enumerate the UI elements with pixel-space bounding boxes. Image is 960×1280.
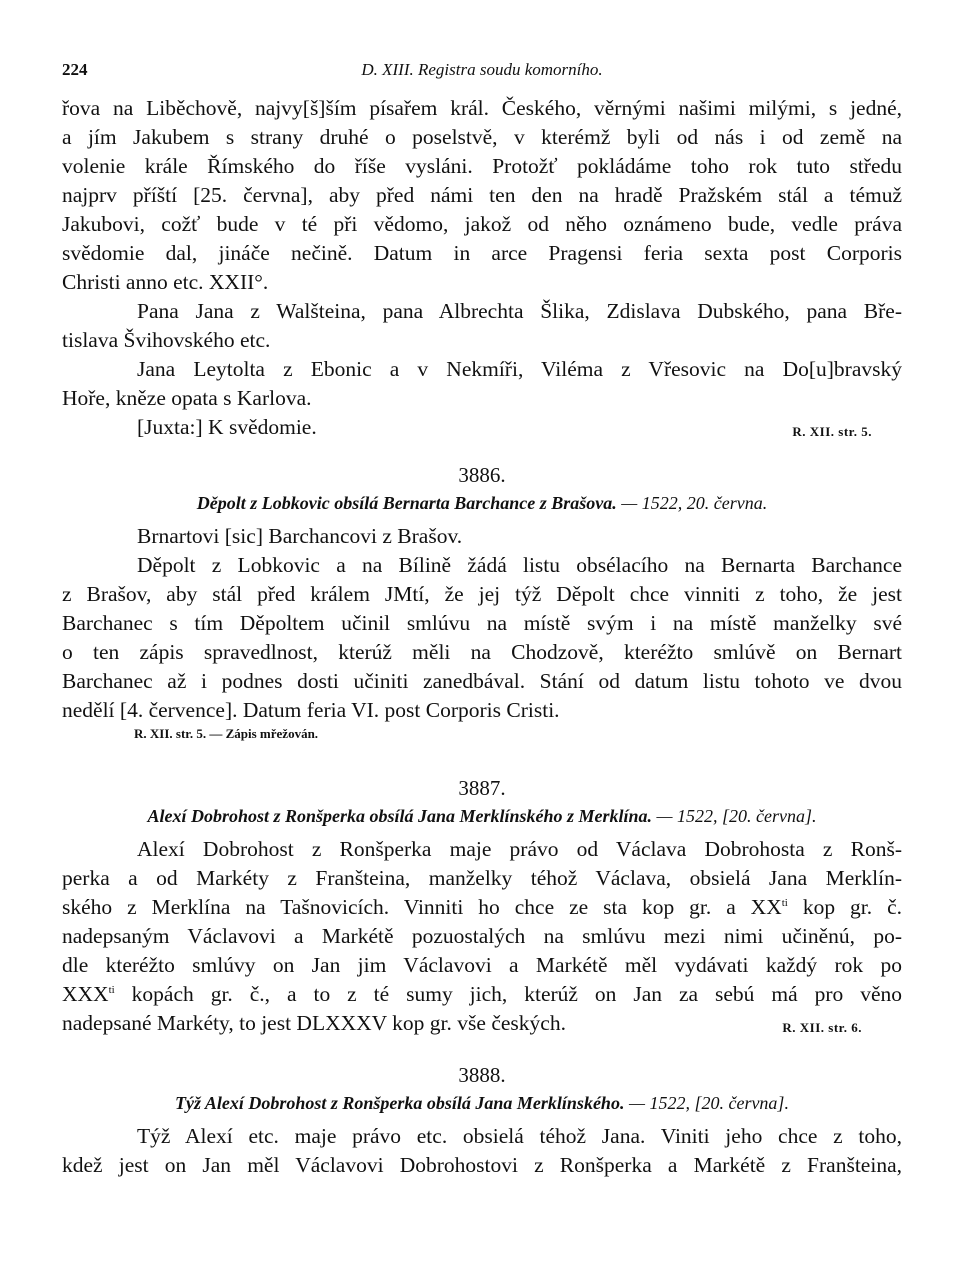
page-header: [62, 60, 902, 90]
entry-body: [62, 522, 902, 725]
entry-number: 3888.: [458, 1063, 506, 1087]
text-line: svědomie dal, jináče nečině. Datum in arce Pragensi feria sexta post Corporis: [62, 241, 902, 265]
entry-number: 3887.: [458, 776, 506, 800]
text-line: Barchanec až i podnes dosti učiniti zanedbával. Stání od datum listu tohoto ve dvou: [62, 669, 902, 693]
entry-body: [62, 1122, 902, 1180]
entry-title: [62, 803, 902, 829]
text-line: Děpolt z Lobkovic a na Bílině žádá listu obsélacího na Bernarta Barchance: [137, 553, 902, 577]
text-segment: XXX: [62, 982, 109, 1006]
text-line: nedělí [4. července]. Datum feria VI. post Corporis Cristi.: [62, 698, 560, 722]
text-segment: ského z Merklína na Tašnovicích. Vinniti ho chce ze sta kop gr. a XX: [62, 895, 782, 919]
register-reference: R. XII. str. 6.: [782, 1020, 862, 1035]
text-line: Týž Alexí etc. maje právo etc. obsielá téhož Jana. Viniti jeho chce z toho,: [137, 1124, 902, 1148]
text-line: o ten zápis spravedlnost, kterúž měli na Chodzově, kteréžto smlúvě on Bernart: [62, 640, 902, 664]
entry-title-text: Týž Alexí Dobrohost z Ronšperka obsílá Jana Merklínského.: [175, 1093, 625, 1113]
text-line: najprv příští [25. června], aby před námi ten den na hradě Pražském stál a témuž: [62, 183, 902, 207]
entry-title: [62, 490, 902, 516]
entry-date: — 1522, 20. června.: [621, 493, 768, 513]
text-line: perka a od Markéty z Franšteina, manželky téhož Václava, obsielá Jana Merklín-: [62, 866, 902, 890]
entry-date: — 1522, [20. června].: [628, 1093, 789, 1113]
document-page: [62, 60, 902, 1180]
juxta-text: [Juxta:] K svědomie.: [137, 415, 317, 439]
text-line: nadepsaným Václavovi a Markétě pozuostalých na smlúvu mezi nimi učiněnú, po-: [62, 924, 902, 948]
entry-body: [62, 835, 902, 1038]
text-segment: nadepsané Markéty, to jest DLXXXV kop gr. vše českých.: [62, 1011, 566, 1035]
text-line: Barchanec s tím Děpoltem učinil smlúvu na místě svým i na místě manželky své: [62, 611, 902, 635]
intro-paragraph: [62, 94, 902, 442]
juxta-line: [62, 413, 902, 442]
text-line: a jím Jakubem s strany druhé o poselstvě, v kterémž byli od nás i od země na: [62, 125, 902, 149]
register-reference: R. XII. str. 5.: [792, 424, 872, 439]
source-note: R. XII. str. 5. — Zápis mřežován.: [134, 726, 319, 741]
text-line: Jakubovi, cožť bude v té při vědomo, jakož od něho oznámeno bude, vedle práva: [62, 212, 902, 236]
text-line: dle kteréžto smlúvy on Jan jim Václavovi a Markétě měl vydávati každý rok po: [62, 953, 902, 977]
text-line: z Brašov, aby stál před králem JMtí, že jej týž Děpolt chce vinniti z toho, že jest: [62, 582, 902, 606]
witness-line: Hoře, kněze opata s Karlova.: [62, 386, 312, 410]
address-line: Brnartovi [sic] Barchancovi z Brašov.: [137, 524, 463, 548]
witness-line: tislava Švihovského etc.: [62, 328, 271, 352]
text-line: volenie krále Římského do říše vysláni. Protožť pokládáme toho rok tuto středu: [62, 154, 902, 178]
text-line: Alexí Dobrohost z Ronšperka maje právo od Václava Dobrohosta z Ronš-: [137, 837, 902, 861]
superscript: ti: [781, 897, 788, 909]
entry-date: — 1522, [20. června].: [656, 806, 817, 826]
text-line: Christi anno etc. XXII°.: [62, 270, 269, 294]
page-number: 224: [62, 60, 88, 79]
witness-line: Jana Leytolta z Ebonic a v Nekmíři, Viléma z Vřesovic na Do[u]bravský: [137, 357, 902, 381]
entry-title-text: Alexí Dobrohost z Ronšperka obsílá Jana Merklínského z Merklína.: [147, 806, 653, 826]
text-line: [62, 1009, 902, 1038]
running-title: D. XIII. Registra soudu komorního.: [361, 60, 603, 79]
text-segment: kop gr. č.: [802, 895, 902, 919]
superscript: ti: [108, 984, 115, 996]
witness-line: Pana Jana z Walšteina, pana Albrechta Šlika, Zdislava Dubského, pana Bře-: [137, 299, 902, 323]
entry-title: [62, 1090, 902, 1116]
entry-title-text: Děpolt z Lobkovic obsílá Bernarta Barchance z Brašova.: [196, 493, 617, 513]
text-line: [62, 980, 902, 1009]
text-line: kdež jest on Jan měl Václavovi Dobrohostovi z Ronšperka a Markétě z Franšteina,: [62, 1153, 902, 1177]
text-line: [62, 893, 902, 922]
text-segment: kopách gr. č., a to z té sumy jich, kterúž on Jan za sebú má pro věno: [131, 982, 902, 1006]
entry-number: 3886.: [458, 463, 506, 487]
text-line: řova na Liběchově, najvy[š]ším písařem král. Českého, věrnými našimi milými, s jedné,: [62, 96, 902, 120]
